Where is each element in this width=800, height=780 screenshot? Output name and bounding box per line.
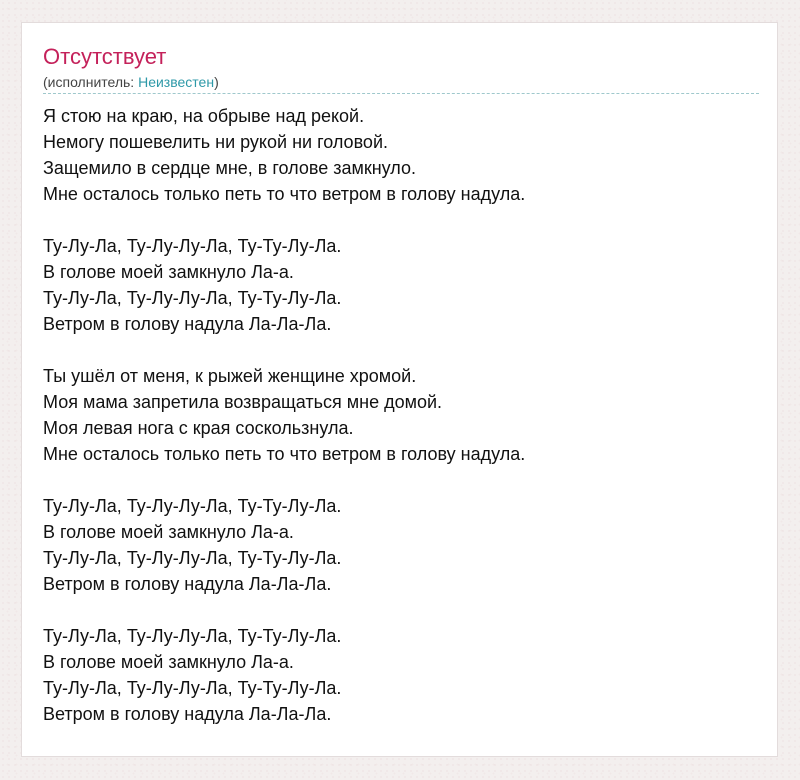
lyrics-line: Ту-Лу-Ла, Ту-Лу-Лу-Ла, Ту-Ту-Лу-Ла. [43,288,342,308]
artist-link[interactable]: Неизвестен [138,74,215,90]
lyrics-line: Я стою на краю, на обрыве над рекой. [43,106,365,126]
lyrics-line: Ту-Лу-Ла, Ту-Лу-Лу-Ла, Ту-Ту-Лу-Ла. [43,678,342,698]
title-divider [43,93,759,94]
artist-suffix: ) [214,74,219,90]
lyrics-stanza [43,363,759,467]
lyrics-body [43,103,759,727]
lyrics-line: Ту-Лу-Ла, Ту-Лу-Лу-Ла, Ту-Ту-Лу-Ла. [43,236,342,256]
lyrics-line: Защемило в сердце мне, в голове замкнуло. [43,158,416,178]
lyrics-line: В голове моей замкнуло Ла-а. [43,262,294,282]
lyrics-line: Моя мама запретила возвращаться мне домой. [43,392,443,412]
lyrics-line: Ту-Лу-Ла, Ту-Лу-Лу-Ла, Ту-Ту-Лу-Ла. [43,548,342,568]
song-title: Отсутствует [43,44,167,69]
artist-prefix: (исполнитель: [43,74,139,90]
artist-line [43,74,219,90]
lyrics-line: Ты ушёл от меня, к рыжей женщине хромой. [43,366,417,386]
lyrics-stanza [43,233,759,337]
lyrics-line: Ветром в голову надула Ла-Ла-Ла. [43,314,332,334]
lyrics-line: Моя левая нога с края соскользнула. [43,418,354,438]
lyrics-line: Мне осталось только петь то что ветром в голову надула. [43,444,526,464]
lyrics-line: В голове моей замкнуло Ла-а. [43,522,294,542]
lyrics-line: Ту-Лу-Ла, Ту-Лу-Лу-Ла, Ту-Ту-Лу-Ла. [43,496,342,516]
lyrics-line: Ветром в голову надула Ла-Ла-Ла. [43,704,332,724]
lyrics-line: Мне осталось только петь то что ветром в голову надула. [43,184,526,204]
lyrics-line: Ветром в голову надула Ла-Ла-Ла. [43,574,332,594]
lyrics-line: Ту-Лу-Ла, Ту-Лу-Лу-Ла, Ту-Ту-Лу-Ла. [43,626,342,646]
lyrics-stanza [43,103,759,207]
lyrics-card [21,22,778,757]
lyrics-line: В голове моей замкнуло Ла-а. [43,652,294,672]
lyrics-stanza [43,493,759,597]
lyrics-stanza [43,623,759,727]
lyrics-line: Немогу пошевелить ни рукой ни головой. [43,132,388,152]
